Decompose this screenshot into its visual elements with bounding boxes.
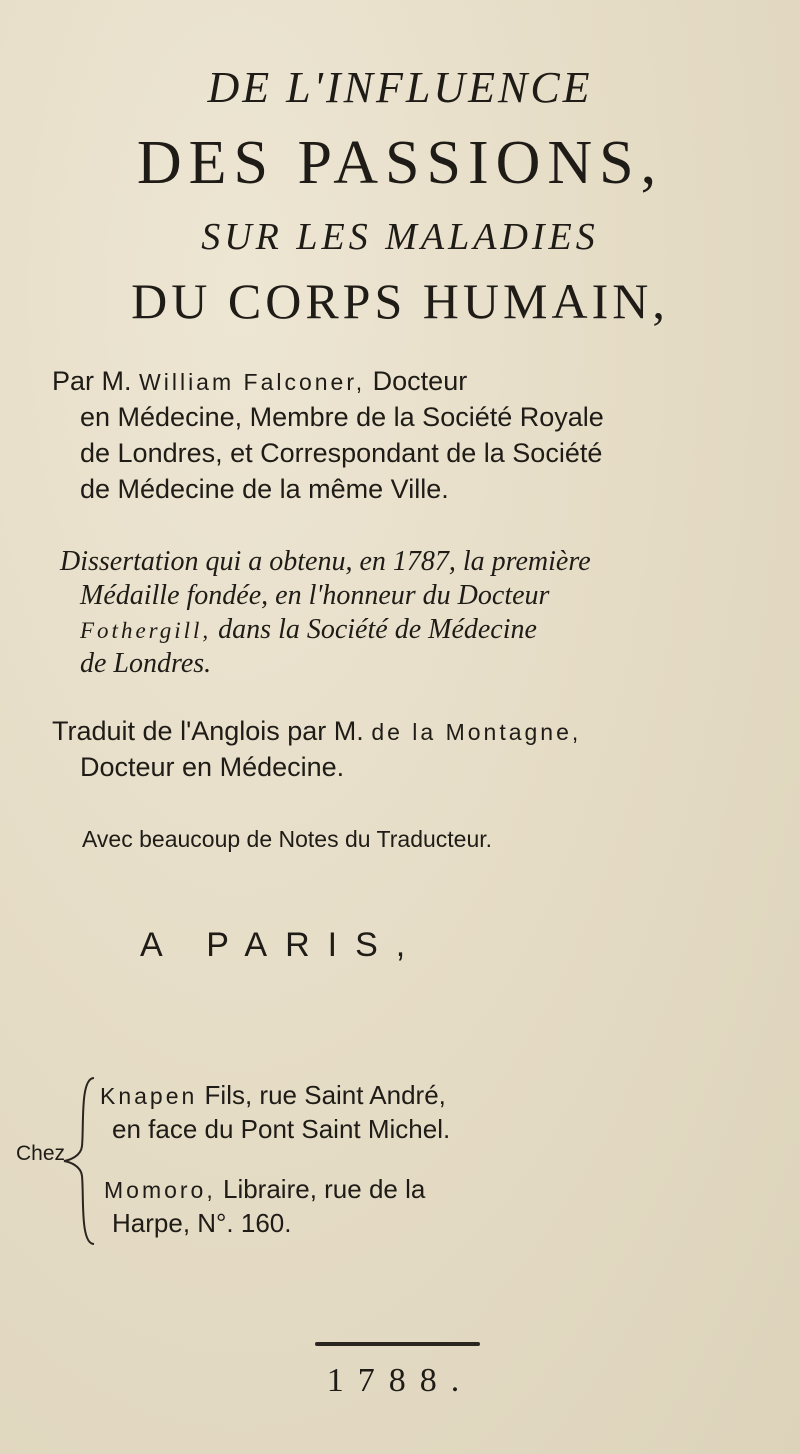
author-line-2: en Médecine, Membre de la Société Royale (80, 402, 604, 432)
publisher-2-address: Libraire, rue de la (222, 1174, 426, 1204)
imprint-city: A PARIS, (140, 926, 424, 964)
author-prefix: Par M. (52, 366, 132, 396)
publisher-2-name: Momoro, (104, 1177, 216, 1203)
title-line-3: SUR LES MALADIES (201, 216, 599, 258)
author-name: William Falconer, (139, 369, 366, 395)
translator-prefix: Traduit de l'Anglois par M. (52, 716, 364, 746)
author-line-3: de Londres, et Correspondant de la Société (80, 438, 603, 468)
publication-year: 1788. (326, 1362, 474, 1399)
author-title: Docteur (372, 366, 468, 396)
imprint-chez: Chez (16, 1142, 66, 1165)
notes-line: Avec beaucoup de Notes du Traducteur. (82, 826, 493, 852)
translator-line-1 (52, 716, 581, 747)
author-line-1 (52, 366, 467, 397)
title-line-1: DE L'INFLUENCE (207, 63, 593, 112)
imprint-publisher-2 (104, 1174, 425, 1205)
publisher-1-name: Knapen (100, 1083, 198, 1109)
translator-name: de la Montagne, (371, 719, 582, 745)
title-line-4: DU CORPS HUMAIN, (131, 273, 669, 329)
dissertation-line-2: Médaille fondée, en l'honneur du Docteur (80, 580, 550, 611)
dissertation-line-4: de Londres. (80, 648, 212, 679)
dissertation-line-1: Dissertation qui a obtenu, en 1787, la première (60, 546, 591, 577)
imprint-publisher-1-line-2: en face du Pont Saint Michel. (112, 1114, 451, 1144)
title-line-2: DES PASSIONS, (136, 129, 664, 197)
author-line-4: de Médecine de la même Ville. (80, 474, 449, 504)
brace-icon (60, 1076, 100, 1246)
dissertation-line-3 (80, 614, 537, 646)
dissertation-societe: dans la Société de Médecine (218, 614, 537, 645)
imprint-publisher-2-line-2: Harpe, N°. 160. (112, 1208, 292, 1238)
translator-line-2: Docteur en Médecine. (80, 752, 345, 782)
divider-rule (315, 1342, 480, 1346)
publisher-1-address: Fils, rue Saint André, (204, 1080, 446, 1110)
imprint-publisher-1 (100, 1080, 446, 1111)
dissertation-fothergill: Fothergill, (80, 618, 212, 643)
